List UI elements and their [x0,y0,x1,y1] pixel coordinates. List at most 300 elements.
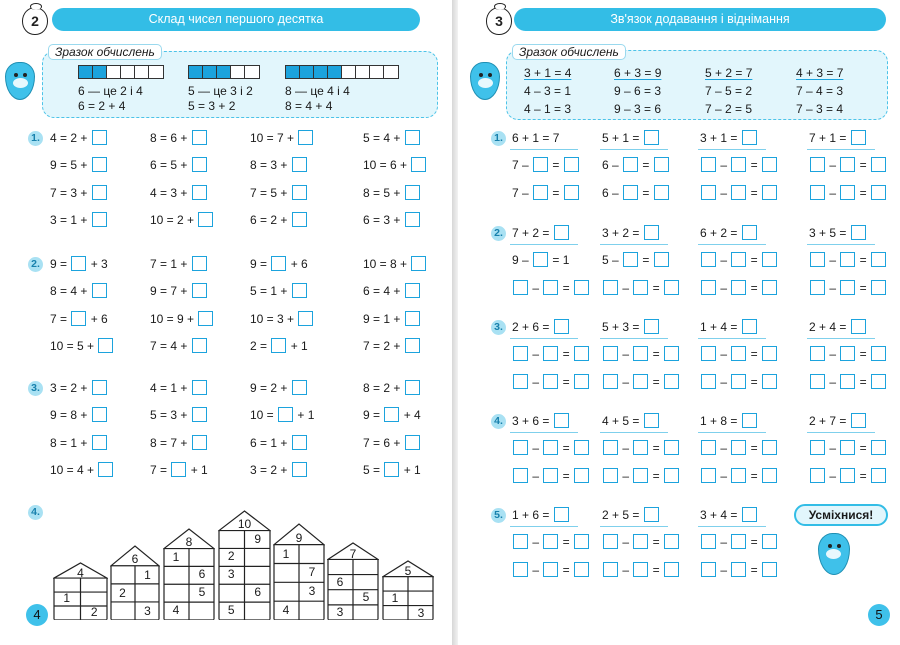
exercise-number: 4. [491,414,506,429]
equation-text: = [856,347,871,362]
sample-equation: 5 + 2 = 7 [705,66,753,80]
answer-box[interactable] [840,440,855,455]
answer-box[interactable] [92,157,107,172]
answer-box[interactable] [742,413,757,428]
equation [150,407,208,424]
answer-box[interactable] [810,468,825,483]
equation-text: = 1 [549,253,570,268]
equation-text: = [559,347,574,362]
answer-box[interactable] [633,468,648,483]
underline [807,244,875,245]
equation-text: = [649,562,664,577]
equation-text: – [826,158,840,173]
answer-box[interactable] [654,185,669,200]
answer-box[interactable] [271,338,286,353]
answer-box[interactable] [292,212,307,227]
equation-text: 7 = 1 + [150,257,191,271]
answer-box[interactable] [92,435,107,450]
answer-box[interactable] [513,562,528,577]
equation-text: 9 – [512,253,533,268]
answer-box[interactable] [810,252,825,267]
equation-text: 3 = 2 + [50,381,91,395]
answer-box[interactable] [405,185,420,200]
equation [700,157,778,174]
equation [150,157,208,174]
equation [250,311,314,328]
answer-box[interactable] [731,252,746,267]
equation-text: 9 = [363,408,384,423]
answer-box[interactable] [574,468,589,483]
answer-box[interactable] [871,157,886,172]
answer-box[interactable] [664,468,679,483]
answer-box[interactable] [701,534,716,549]
answer-box[interactable] [762,440,777,455]
answer-box[interactable] [742,130,757,145]
house-cell: 2 [119,585,126,600]
answer-box[interactable] [633,562,648,577]
sample-line-1: 8 — це 4 і 4 [285,84,350,98]
answer-box[interactable] [871,468,886,483]
answer-box[interactable] [701,185,716,200]
answer-box[interactable] [664,346,679,361]
answer-box[interactable] [603,280,618,295]
answer-box[interactable] [543,440,558,455]
answer-box[interactable] [731,374,746,389]
answer-box[interactable] [574,562,589,577]
equation-text: – [529,374,543,389]
equation [512,185,580,202]
answer-box[interactable] [701,346,716,361]
answer-box[interactable] [644,130,659,145]
equation-text: 10 = 5 + [50,338,98,353]
equation [512,507,570,524]
answer-box[interactable] [810,157,825,172]
answer-box[interactable] [192,380,207,395]
answer-box[interactable] [633,534,648,549]
answer-box[interactable] [731,562,746,577]
answer-box[interactable] [533,252,548,267]
equation [512,225,570,242]
equation [250,338,308,355]
answer-box[interactable] [411,256,426,271]
equation-text: + 3 [87,257,108,271]
equation [250,407,314,424]
house-cell: 3 [336,604,344,619]
equation [363,338,421,355]
answer-box[interactable] [840,374,855,389]
answer-box[interactable] [840,468,855,483]
equation [700,534,778,551]
answer-box[interactable] [192,435,207,450]
exercise-number: 3. [491,320,506,335]
equation-text: 7 = 6 + [363,435,404,450]
equation-text: 5 = [363,462,384,477]
answer-box[interactable] [271,256,286,271]
equation-text: – [619,441,633,456]
equation-text: – [717,347,731,362]
answer-box[interactable] [564,157,579,172]
equation-text: 8 = 1 + [50,435,91,450]
house-cell: 5 [198,585,206,600]
answer-box[interactable] [384,407,399,422]
equation [602,185,670,202]
answer-box[interactable] [574,440,589,455]
answer-box[interactable] [810,346,825,361]
answer-box[interactable] [633,374,648,389]
answer-box[interactable] [92,380,107,395]
exercise-number: 3. [28,381,43,396]
answer-box[interactable] [810,440,825,455]
equation [50,157,108,174]
underline [600,526,668,527]
answer-box[interactable] [198,212,213,227]
answer-box[interactable] [192,283,207,298]
answer-box[interactable] [701,374,716,389]
equation [512,130,559,147]
answer-box[interactable] [623,185,638,200]
answer-box[interactable] [871,252,886,267]
answer-box[interactable] [633,440,648,455]
answer-box[interactable] [405,380,420,395]
answer-box[interactable] [664,440,679,455]
answer-box[interactable] [644,413,659,428]
left-page-title: Склад чисел першого десятка [52,8,420,31]
equation-text: – [529,280,543,295]
house-cell: 6 [336,574,344,589]
answer-box[interactable] [731,534,746,549]
answer-box[interactable] [405,435,420,450]
equation [363,256,427,273]
answer-box[interactable] [762,534,777,549]
answer-box[interactable] [292,185,307,200]
answer-box[interactable] [701,157,716,172]
answer-box[interactable] [603,534,618,549]
equation [363,130,421,147]
equation-text: 8 = 2 + [363,381,404,395]
answer-box[interactable] [731,440,746,455]
answer-box[interactable] [554,319,569,334]
answer-box[interactable] [701,440,716,455]
answer-box[interactable] [543,374,558,389]
answer-box[interactable] [384,462,399,477]
answer-box[interactable] [543,346,558,361]
answer-box[interactable] [513,468,528,483]
underline [600,244,668,245]
equation-text: 8 = 5 + [363,185,404,200]
equation-text: 7 = 3 + [50,185,91,200]
answer-box[interactable] [603,440,618,455]
answer-box[interactable] [513,440,528,455]
equation-text: 2 + 4 = [809,320,850,334]
sample-strip [78,65,164,79]
equation-text: – [619,535,633,550]
answer-box[interactable] [762,252,777,267]
answer-box[interactable] [871,374,886,389]
exercise-number: 5. [491,508,506,523]
equation [700,374,778,391]
answer-box[interactable] [810,374,825,389]
answer-box[interactable] [851,413,866,428]
equation [700,413,758,430]
answer-box[interactable] [574,346,589,361]
equation [250,256,308,273]
answer-box[interactable] [762,280,777,295]
answer-box[interactable] [840,346,855,361]
equation-text: 7 = [50,311,71,326]
answer-box[interactable] [411,157,426,172]
equation [700,440,778,457]
answer-box[interactable] [405,212,420,227]
equation-text: = [747,441,762,456]
equation-text: = [649,535,664,550]
equation-text: 4 = 1 + [150,381,191,395]
equation-text: = [559,562,574,577]
smile-label: Усміхнися! [794,504,888,526]
answer-box[interactable] [742,507,757,522]
equation-text: 6 + 2 = [700,226,741,240]
underline [600,338,668,339]
answer-box[interactable] [701,468,716,483]
answer-box[interactable] [644,225,659,240]
answer-box[interactable] [664,374,679,389]
sample-equation: 4 – 3 = 1 [524,84,572,98]
answer-box[interactable] [731,346,746,361]
answer-box[interactable] [543,468,558,483]
answer-box[interactable] [603,562,618,577]
answer-box[interactable] [543,562,558,577]
answer-box[interactable] [405,130,420,145]
answer-box[interactable] [603,346,618,361]
answer-box[interactable] [742,225,757,240]
answer-box[interactable] [840,185,855,200]
answer-box[interactable] [871,280,886,295]
equation [700,319,758,336]
equation [150,212,214,229]
answer-box[interactable] [762,562,777,577]
left-page-number: 4 [26,604,48,626]
answer-box[interactable] [554,413,569,428]
equation-text: – [717,158,731,173]
answer-box[interactable] [701,562,716,577]
answer-box[interactable] [171,462,186,477]
sample-equation: 7 – 2 = 5 [705,102,753,116]
right-sample-title: Зразок обчислень [512,44,626,60]
equation-text: 9 = 8 + [50,408,91,423]
answer-box[interactable] [405,311,420,326]
answer-box[interactable] [192,185,207,200]
answer-box[interactable] [762,374,777,389]
equation-text: = [747,347,762,362]
answer-box[interactable] [731,468,746,483]
equation-text: 6 – [602,185,623,200]
answer-box[interactable] [664,534,679,549]
underline [698,338,766,339]
equation-text: – [529,468,543,483]
house-cell: 1 [282,546,290,561]
answer-box[interactable] [533,157,548,172]
equation [50,130,108,147]
answer-box[interactable] [513,374,528,389]
answer-box[interactable] [533,185,548,200]
equation-text: 10 = 6 + [363,158,411,173]
equation-text: 3 + 1 = [700,131,741,145]
equation [363,462,421,479]
equation [512,346,590,363]
equation [50,311,108,328]
answer-box[interactable] [742,319,757,334]
equation [512,374,590,391]
equation [250,462,308,479]
answer-box[interactable] [664,280,679,295]
answer-box[interactable] [298,311,313,326]
answer-box[interactable] [198,311,213,326]
equation [602,157,670,174]
equation [150,311,214,328]
number-house [382,560,434,620]
equation-text: = [639,185,653,200]
answer-box[interactable] [292,435,307,450]
answer-box[interactable] [762,346,777,361]
answer-box[interactable] [298,130,313,145]
answer-box[interactable] [92,185,107,200]
answer-box[interactable] [513,280,528,295]
answer-box[interactable] [701,252,716,267]
sample-equation: 9 – 3 = 6 [614,102,662,116]
equation-text: – [529,535,543,550]
answer-box[interactable] [98,462,113,477]
exercise-number: 1. [28,131,43,146]
equation-text: 7 = 2 + [363,338,404,353]
answer-box[interactable] [543,280,558,295]
equation-text: = [649,441,664,456]
answer-box[interactable] [278,407,293,422]
answer-box[interactable] [731,157,746,172]
answer-box[interactable] [633,346,648,361]
answer-box[interactable] [654,157,669,172]
answer-box[interactable] [644,319,659,334]
number-house [273,523,325,620]
answer-box[interactable] [564,185,579,200]
answer-box[interactable] [851,130,866,145]
answer-box[interactable] [292,380,307,395]
answer-box[interactable] [623,157,638,172]
answer-box[interactable] [543,534,558,549]
answer-box[interactable] [633,280,648,295]
answer-box[interactable] [405,283,420,298]
equation [809,252,887,269]
equation [512,280,590,297]
answer-box[interactable] [623,252,638,267]
answer-box[interactable] [92,283,107,298]
equation [809,280,887,297]
answer-box[interactable] [701,280,716,295]
answer-box[interactable] [603,468,618,483]
answer-box[interactable] [574,280,589,295]
equation [50,435,108,452]
answer-box[interactable] [851,319,866,334]
answer-box[interactable] [762,468,777,483]
answer-box[interactable] [192,407,207,422]
answer-box[interactable] [292,462,307,477]
task-4-number: 4. [28,505,43,520]
equation [363,185,421,202]
answer-box[interactable] [810,185,825,200]
answer-box[interactable] [292,157,307,172]
answer-box[interactable] [840,252,855,267]
answer-box[interactable] [292,283,307,298]
equation [809,185,887,202]
answer-box[interactable] [731,185,746,200]
house-cell: 7 [308,565,316,580]
answer-box[interactable] [574,374,589,389]
answer-box[interactable] [574,534,589,549]
answer-box[interactable] [554,507,569,522]
equation [363,157,427,174]
equation-text: = [856,185,871,200]
sample-line-2: 5 = 3 + 2 [188,99,236,113]
answer-box[interactable] [762,185,777,200]
equation-text: 6 = 1 + [250,435,291,450]
equation [809,346,887,363]
answer-box[interactable] [192,256,207,271]
equation [150,462,208,479]
answer-box[interactable] [871,346,886,361]
answer-box[interactable] [731,280,746,295]
equation-text: – [826,185,840,200]
house-top-number: 9 [295,530,303,545]
answer-box[interactable] [664,562,679,577]
answer-box[interactable] [192,130,207,145]
answer-box[interactable] [654,252,669,267]
answer-box[interactable] [871,185,886,200]
equation [602,280,680,297]
answer-box[interactable] [513,346,528,361]
equation [512,468,590,485]
equation-text: – [826,280,840,295]
answer-box[interactable] [92,130,107,145]
answer-box[interactable] [405,338,420,353]
equation-text: 2 + 7 = [809,414,850,428]
answer-box[interactable] [871,440,886,455]
sample-equation: 4 – 1 = 3 [524,102,572,116]
answer-box[interactable] [92,407,107,422]
equation-text: = [747,562,762,577]
answer-box[interactable] [71,311,86,326]
answer-box[interactable] [810,280,825,295]
sample-line-2: 6 = 2 + 4 [78,99,126,113]
equation [512,440,590,457]
answer-box[interactable] [762,157,777,172]
answer-box[interactable] [644,507,659,522]
equation [50,407,108,424]
answer-box[interactable] [98,338,113,353]
answer-box[interactable] [192,157,207,172]
answer-box[interactable] [840,157,855,172]
equation [363,407,421,424]
sample-line-1: 6 — це 2 і 4 [78,84,143,98]
answer-box[interactable] [71,256,86,271]
equation-text: – [619,562,633,577]
answer-box[interactable] [92,212,107,227]
answer-box[interactable] [554,225,569,240]
answer-box[interactable] [840,280,855,295]
answer-box[interactable] [192,338,207,353]
answer-box[interactable] [513,534,528,549]
answer-box[interactable] [851,225,866,240]
sample-equation: 6 + 3 = 9 [614,66,662,80]
answer-box[interactable] [603,374,618,389]
house-cell: 3 [227,567,235,582]
